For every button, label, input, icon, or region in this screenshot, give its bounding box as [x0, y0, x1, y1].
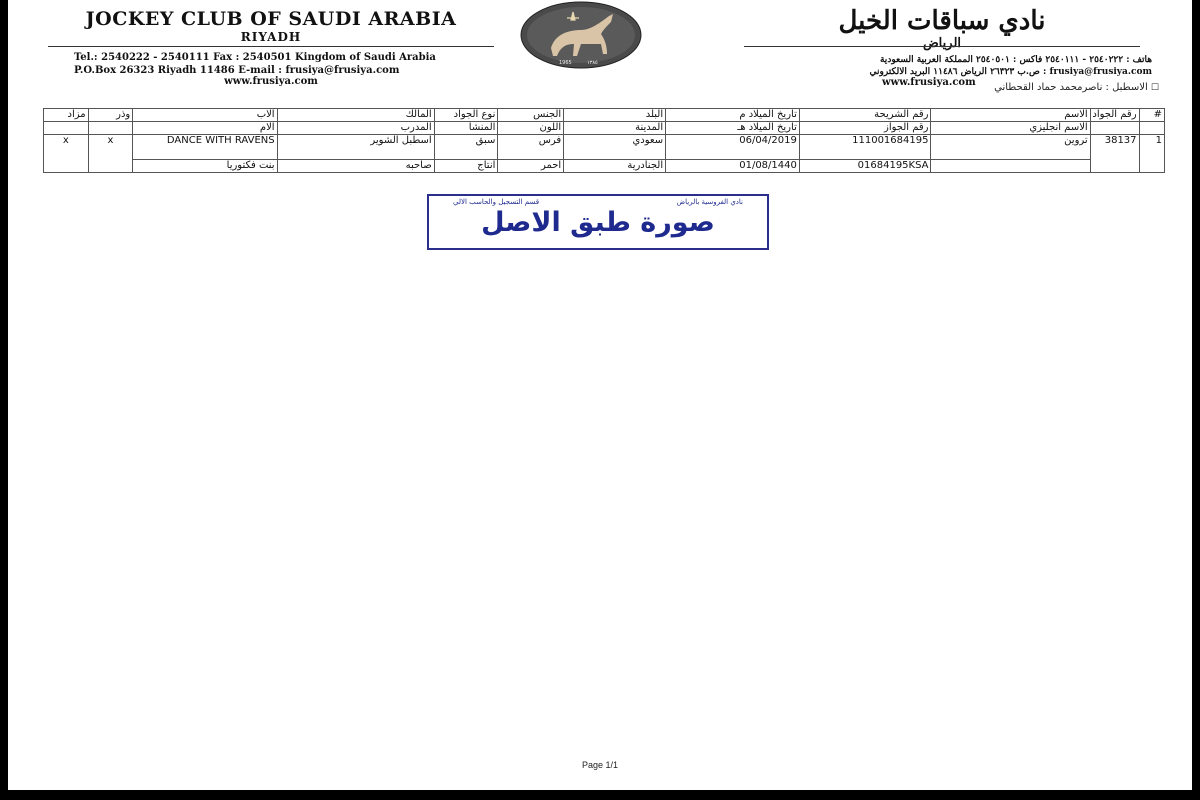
cell-horse-no: 38137: [1090, 135, 1139, 173]
club-city-en: RIYADH: [240, 30, 302, 44]
cell-country: سعودي: [564, 135, 666, 160]
cell-owner: اسطبل الشوير: [277, 135, 434, 160]
cell-trainer: صاحبه: [277, 160, 434, 173]
header-arabic: [732, 4, 1152, 88]
website-ar: www.frusiya.com: [882, 77, 976, 88]
col-header-gender: الجنس: [498, 109, 564, 122]
club-name-en: JOCKEY CLUB OF SAUDI ARABIA: [85, 8, 457, 30]
cell-city: الجنادرية: [564, 160, 666, 173]
cell-color: احمر: [498, 160, 564, 173]
contact-line-ar-1: هاتف : ٢٥٤٠٢٢٢ - ٢٥٤٠١١١ فاكس : ٢٥٤٠٥٠١ المملكة العربية السعودية: [879, 55, 1152, 65]
cell-name-en: [931, 160, 1090, 173]
contact-line-en-2: P.O.Box 26323 Riyadh 11486 E-mail : frusiya@frusiya.com: [74, 65, 400, 76]
col-header-index: #: [1139, 109, 1164, 122]
col-header-passport: رقم الجواز: [799, 122, 931, 135]
col-header-name: الاسم: [931, 109, 1090, 122]
col-header-horse-no: رقم الجواد: [1090, 109, 1139, 122]
page-number: Page 1/1: [581, 760, 619, 770]
stable-text: الاسطبل : ناصرمحمد حماد القحطاني: [994, 82, 1148, 93]
cell-wthr: x: [88, 135, 133, 173]
col-header-color: اللون: [498, 122, 564, 135]
col-header-dob-h: تاريخ الميلاد هـ: [666, 122, 800, 135]
col-header-city: المدينة: [564, 122, 666, 135]
header-english: [36, 4, 506, 87]
document-page: [8, 0, 1192, 790]
col-header-dam: الام: [133, 122, 277, 135]
col-header-type: نوع الجواد: [434, 109, 498, 122]
stamp-club-text: نادي الفروسية بالرياض: [676, 198, 743, 206]
col-header-name-en: الاسم انجليزي: [931, 122, 1090, 135]
table-row-sub: [44, 160, 1165, 173]
contact-line-en-1: Tel.: 2540222 - 2540111 Fax : 2540501 Kingdom of Saudi Arabia: [74, 52, 436, 63]
col-header-chip: رقم الشريحة: [799, 109, 931, 122]
col-header-wthr: وذر: [88, 109, 133, 122]
col-header-origin: المنشأ: [434, 122, 498, 135]
certified-copy-stamp: [427, 194, 769, 250]
col-header-sire: الاب: [133, 109, 277, 122]
col-header-auction: مزاد: [44, 109, 89, 122]
club-city-ar: الرياض: [922, 36, 962, 51]
header-rule-ar: [744, 46, 1140, 47]
contact-line-ar-2: frusiya@frusiya.com : ص.ب ٢٦٣٢٣ الرياض ١١٤٨٦ البريد الالكتروني: [869, 67, 1152, 77]
col-header-country: البلد: [564, 109, 666, 122]
horses-table: [43, 108, 1165, 173]
col-header-trainer: المدرب: [277, 122, 434, 135]
cell-index: 1: [1139, 135, 1164, 173]
cell-sire: DANCE WITH RAVENS: [133, 135, 277, 160]
club-logo-icon: [511, 0, 651, 70]
logo-year-right: ١٣٨٥: [587, 60, 598, 66]
cell-origin: انتاج: [434, 160, 498, 173]
cell-type: سبق: [434, 135, 498, 160]
cell-auction: x: [44, 135, 89, 173]
table-header-row-1: [44, 109, 1165, 122]
header-rule-en: [48, 46, 494, 47]
col-header-dob-g: تاريخ الميلاد م: [666, 109, 800, 122]
stamp-dept-text: قسم التسجيل والحاسب الالي: [453, 198, 540, 206]
table-row: [44, 135, 1165, 160]
checkbox-icon: ☐: [1150, 83, 1159, 93]
cell-passport: 01684195KSA: [799, 160, 931, 173]
stable-label: [994, 82, 1159, 93]
club-name-ar: نادي سباقات الخيل: [838, 6, 1046, 36]
website-en: www.frusiya.com: [224, 76, 318, 87]
logo-year-left: 1965: [559, 60, 572, 66]
cell-dob-g: 06/04/2019: [666, 135, 800, 160]
col-header-owner: المالك: [277, 109, 434, 122]
cell-gender: فرس: [498, 135, 564, 160]
cell-chip: 111001684195: [799, 135, 931, 160]
cell-dam: بنت فكتوريا: [133, 160, 277, 173]
cell-dob-h: 01/08/1440: [666, 160, 800, 173]
cell-name-ar: تروين: [931, 135, 1090, 160]
table-header-row-2: [44, 122, 1165, 135]
stamp-main-text: صورة طبق الاصل: [481, 207, 715, 238]
